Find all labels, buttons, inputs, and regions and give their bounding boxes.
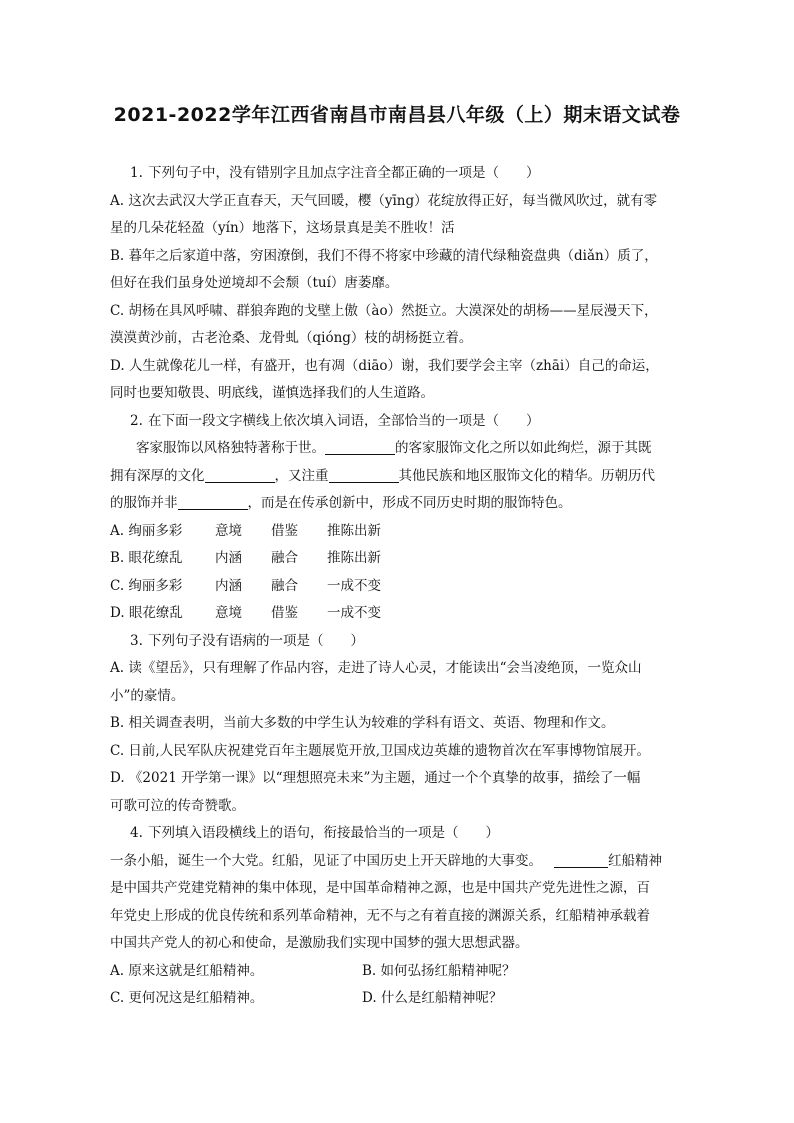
q3-option-a-line1: A. 读《望岳》，只有理解了作品内容，走进了诗人心灵，才能读出“会当凌绝顶，一览众山 <box>110 660 642 676</box>
q4-passage-line1 <box>110 848 700 876</box>
option-word: 内涵 <box>215 550 242 566</box>
option-word: 融合 <box>271 550 298 566</box>
q1-option-d-line2: 同时也要知敬畏、明底线，谨慎选择我们的人生道路。 <box>110 385 434 401</box>
q1-option-b-line2: 但好在我们虽身处逆境却不会颓（tuí）唐萎靡。 <box>110 275 399 291</box>
option-word: 借鉴 <box>271 605 298 621</box>
passage-text: 一条小船，诞生一个大党。红船，见证了中国历史上开天辟地的大事变。 <box>110 852 542 869</box>
passage-text: ，又注重 <box>274 467 329 484</box>
q4-option-c: C. 更何况这是红船精神。 <box>110 990 264 1006</box>
option-word: B. 眼花缭乱 <box>110 550 183 566</box>
question-text: 下列句子中，没有错别字且加点字注音全都正确的一项是（ ） <box>148 165 540 181</box>
question-3-stem <box>130 628 700 656</box>
option-word: 一成不变 <box>327 605 381 621</box>
passage-text: 其他民族和地区服饰文化的精华。历朝历代 <box>398 467 655 484</box>
q2-option-b <box>110 545 700 573</box>
option-word: 融合 <box>271 577 298 594</box>
q2-option-d <box>110 600 700 628</box>
fill-blank-3 <box>329 466 399 483</box>
q4-passage-line4: 中国共产党人的初心和使命，是激励我们实现中国梦的强大思想武器。 <box>110 935 529 951</box>
q1-option-c-line1: C. 胡杨在具风呼啸、群狼奔跑的戈壁上傲（ào）然挺立。大漠深处的胡杨——星辰漫天下， <box>110 302 658 319</box>
exam-content <box>110 160 700 1013</box>
passage-text: 的服饰并非 <box>110 495 178 511</box>
q4-options-row1 <box>110 958 700 986</box>
q2-option-c <box>110 573 700 601</box>
question-number: 3. <box>130 632 143 649</box>
q3-option-c: C. 日前,人民军队庆祝建党百年主题展览开放,卫国戍边英雄的遗物首次在军事博物馆展开。 <box>110 742 651 759</box>
q2-passage-line2 <box>110 463 700 491</box>
q3-option-d-line2: 可歌可泣的传奇赞歌。 <box>110 797 245 814</box>
question-4-stem <box>130 820 700 848</box>
q4-options-row2 <box>110 985 700 1013</box>
option-word: 一成不变 <box>327 577 381 594</box>
passage-text: 红船精神 <box>608 852 662 869</box>
question-text: 下列句子没有语病的一项是（ ） <box>148 632 364 649</box>
q4-passage-line3: 年党史上形成的优良传统和系列革命精神，无不与之有着直接的渊源关系，红船精神承载着 <box>110 907 650 924</box>
q4-option-a: A. 原来这就是红船精神。 <box>110 962 264 979</box>
q3-option-b: B. 相关调查表明，当前大多数的中学生认为较难的学科有语文、英语、物理和作文。 <box>110 715 615 731</box>
question-text: 下列填入语段横线上的语句，衔接最恰当的一项是（ ） <box>148 825 499 841</box>
q4-option-d: D. 什么是红船精神呢？ <box>362 990 503 1006</box>
option-word: A. 绚丽多彩 <box>110 522 183 539</box>
q3-option-d-line1: D. 《2021 开学第一课》以“理想照亮未来”为主题，通过一个个真挚的故事，描绘了一幅 <box>110 770 641 786</box>
question-number: 4. <box>130 825 143 841</box>
q2-option-a <box>110 518 700 546</box>
q1-option-a-line2: 星的几朵花轻盈（yín）地落下，这场景真是美不胜收！活 <box>110 220 455 236</box>
passage-text: 的客家服饰文化之所以如此绚烂，源于其既 <box>395 440 652 456</box>
q4-passage-line2: 是中国共产党建党精神的集中体现，是中国革命精神之源，也是中国共产党先进性之源，百 <box>110 880 650 896</box>
passage-text: ，而是在传承创新中，形成不同历史时期的服饰特色。 <box>247 495 572 511</box>
q1-option-b-line1: B. 暮年之后家道中落，穷困潦倒，我们不得不将家中珍藏的清代绿釉瓷盘典（diǎn）质了， <box>110 247 658 264</box>
option-word: D. 眼花缭乱 <box>110 605 183 621</box>
question-number: 1. <box>130 165 143 181</box>
q1-option-d-line1: D. 人生就像花儿一样，有盛开，也有凋（diāo）谢，我们要学会主宰（zhāi）自己的命运， <box>110 357 659 374</box>
fill-blank-4 <box>178 493 248 510</box>
page-title: 2021-2022学年江西省南昌市南昌县八年级（上）期末语文试卷 <box>113 104 681 126</box>
fill-blank-2 <box>205 466 275 483</box>
fill-blank-1 <box>325 438 395 455</box>
question-text: 在下面一段文字横线上依次填入词语，全部恰当的一项是（ ） <box>148 412 540 429</box>
q4-option-b: B. 如何弘扬红船精神呢？ <box>362 962 516 979</box>
option-word: 意境 <box>215 605 242 621</box>
q1-option-a-line1: A. 这次去武汉大学正直春天，天气回暖，樱（yīng）花绽放得正好，每当微风吹过，就有零 <box>110 192 658 209</box>
fill-blank <box>554 851 608 868</box>
question-1-stem <box>130 160 700 188</box>
question-number: 2. <box>130 412 143 429</box>
passage-text: 拥有深厚的文化 <box>110 467 205 484</box>
q3-option-a-line2: 小”的豪情。 <box>110 687 185 704</box>
option-word: 推陈出新 <box>327 522 381 539</box>
option-word: 意境 <box>215 522 242 539</box>
q1-option-c-line2: 漠漠黄沙前，古老沧桑、龙骨虬（qióng）枝的胡杨挺立着。 <box>110 330 473 346</box>
q2-passage-line1 <box>136 435 700 463</box>
passage-text: 客家服饰以风格独特著称于世。 <box>136 440 325 456</box>
option-word: 内涵 <box>215 577 242 594</box>
option-word: 借鉴 <box>271 522 298 539</box>
option-word: 推陈出新 <box>327 550 381 566</box>
option-word: C. 绚丽多彩 <box>110 577 183 594</box>
question-2-stem <box>130 408 700 436</box>
q2-passage-line3 <box>110 490 700 518</box>
